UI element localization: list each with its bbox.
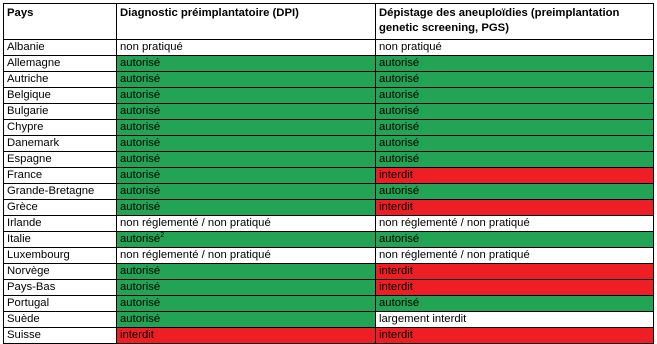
header-dpi: Diagnostic préimplantatoire (DPI): [117, 4, 376, 40]
dpi-status-cell: [117, 152, 376, 168]
table-row: [4, 296, 654, 312]
pgs-status-cell: autorisé: [376, 72, 654, 88]
pgs-status-cell: autorisé: [376, 88, 654, 104]
country-cell: Portugal: [4, 296, 117, 312]
dpi-status-cell: [117, 56, 376, 72]
pgs-status-cell: interdit: [376, 168, 654, 184]
pgs-status-cell: autorisé: [376, 152, 654, 168]
pgs-status-cell: autorisé: [376, 232, 654, 248]
table-row: [4, 248, 654, 264]
dpi-status-cell: [117, 280, 376, 296]
table-row: [4, 200, 654, 216]
country-cell: Belgique: [4, 88, 117, 104]
pgs-status-cell: interdit: [376, 264, 654, 280]
country-cell: Grèce: [4, 200, 117, 216]
footnote-marker: 2: [160, 232, 165, 240]
table-row: [4, 104, 654, 120]
country-cell: Grande-Bretagne: [4, 184, 117, 200]
dpi-status-text: non pratiqué: [120, 41, 183, 53]
country-cell: Autriche: [4, 72, 117, 88]
dpi-status-cell: [117, 328, 376, 344]
dpi-status-cell: [117, 264, 376, 280]
dpi-status-text: autorisé: [120, 185, 161, 197]
pgs-status-cell: largement interdit: [376, 312, 654, 328]
country-cell: Suisse: [4, 328, 117, 344]
pgs-status-cell: autorisé: [376, 56, 654, 72]
dpi-status-cell: [117, 88, 376, 104]
country-cell: Norvège: [4, 264, 117, 280]
country-cell: Luxembourg: [4, 248, 117, 264]
dpi-status-cell: [117, 136, 376, 152]
table-row: [4, 120, 654, 136]
country-cell: Albanie: [4, 40, 117, 56]
country-cell: Allemagne: [4, 56, 117, 72]
dpi-status-cell: [117, 312, 376, 328]
dpi-status-cell: [117, 216, 376, 232]
pgs-status-cell: non réglementé / non pratiqué: [376, 216, 654, 232]
dpi-status-text: autorisé: [120, 265, 161, 277]
pgs-status-cell: autorisé: [376, 120, 654, 136]
table-row: [4, 264, 654, 280]
table-row: [4, 184, 654, 200]
table-row: [4, 216, 654, 232]
table-row: [4, 328, 654, 344]
country-cell: Bulgarie: [4, 104, 117, 120]
table-row: [4, 152, 654, 168]
country-cell: Chypre: [4, 120, 117, 136]
country-cell: Danemark: [4, 136, 117, 152]
pgs-status-cell: autorisé: [376, 104, 654, 120]
pgs-status-cell: non pratiqué: [376, 40, 654, 56]
regulation-table-container: [3, 3, 653, 341]
table-body: [4, 40, 654, 344]
country-cell: Pays-Bas: [4, 280, 117, 296]
dpi-status-cell: [117, 72, 376, 88]
dpi-status-cell: [117, 248, 376, 264]
country-cell: Irlande: [4, 216, 117, 232]
dpi-status-text: autorisé: [120, 233, 161, 245]
dpi-status-text: autorisé: [120, 281, 161, 293]
table-row: [4, 168, 654, 184]
pgs-status-cell: interdit: [376, 280, 654, 296]
table-row: [4, 136, 654, 152]
dpi-status-text: autorisé: [120, 89, 161, 101]
pgs-status-cell: autorisé: [376, 296, 654, 312]
dpi-status-cell: [117, 40, 376, 56]
table-row: [4, 56, 654, 72]
country-cell: Espagne: [4, 152, 117, 168]
dpi-status-cell: [117, 296, 376, 312]
header-row: [4, 4, 654, 40]
dpi-status-text: autorisé: [120, 73, 161, 85]
table-row: [4, 88, 654, 104]
table-row: [4, 312, 654, 328]
dpi-status-text: autorisé: [120, 297, 161, 309]
country-cell: France: [4, 168, 117, 184]
regulation-table: [3, 3, 654, 344]
table-row: [4, 232, 654, 248]
table-row: [4, 280, 654, 296]
dpi-status-text: autorisé: [120, 313, 161, 325]
pgs-status-cell: interdit: [376, 200, 654, 216]
country-cell: Suède: [4, 312, 117, 328]
table-row: [4, 72, 654, 88]
dpi-status-cell: [117, 120, 376, 136]
pgs-status-cell: autorisé: [376, 184, 654, 200]
dpi-status-cell: [117, 168, 376, 184]
pgs-status-cell: non réglementé / non pratiqué: [376, 248, 654, 264]
pgs-status-cell: autorisé: [376, 136, 654, 152]
dpi-status-cell: [117, 232, 376, 248]
dpi-status-text: non réglementé / non pratiqué: [120, 217, 271, 229]
dpi-status-cell: [117, 104, 376, 120]
dpi-status-text: autorisé: [120, 121, 161, 133]
header-pgs: Dépistage des aneuploïdies (preimplantation genetic screening, PGS): [376, 4, 654, 40]
dpi-status-text: autorisé: [120, 201, 161, 213]
dpi-status-text: autorisé: [120, 137, 161, 149]
dpi-status-text: interdit: [120, 329, 154, 341]
dpi-status-text: autorisé: [120, 57, 161, 69]
dpi-status-text: autorisé: [120, 153, 161, 165]
dpi-status-text: autorisé: [120, 105, 161, 117]
dpi-status-cell: [117, 184, 376, 200]
dpi-status-text: autorisé: [120, 169, 161, 181]
dpi-status-cell: [117, 200, 376, 216]
pgs-status-cell: interdit: [376, 328, 654, 344]
header-country: Pays: [4, 4, 117, 40]
table-row: [4, 40, 654, 56]
dpi-status-text: non réglementé / non pratiqué: [120, 249, 271, 261]
country-cell: Italie: [4, 232, 117, 248]
